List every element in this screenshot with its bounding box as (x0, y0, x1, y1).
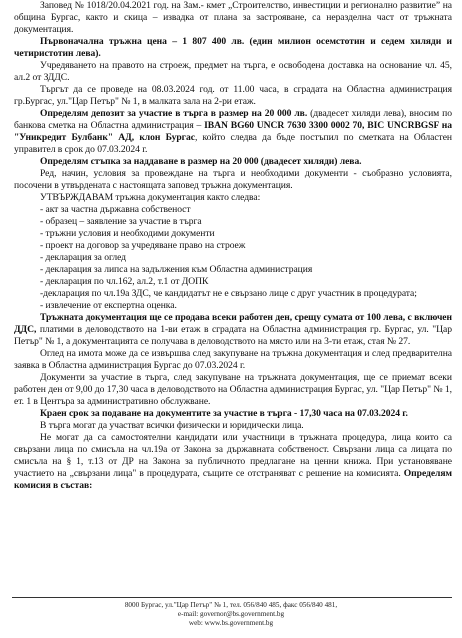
commission-heading: Определям комисия в състав: (14, 468, 452, 491)
paragraph-approve-docs: УТВЪРЖДАВАМ тръжна документация както следва: (40, 192, 261, 203)
list-item: - извлечение от експертна оценка. (40, 300, 177, 311)
list-item: - акт за частна държавна собственост (40, 204, 191, 215)
footer (0, 601, 462, 628)
document-body (14, 0, 452, 492)
initial-price: Първоначална тръжна цена – 1 807 400 лв. (40, 36, 245, 47)
list-item: - декларация за липса на задължения към Областна администрация (40, 264, 313, 275)
paragraph-deadline: Краен срок за подаване на документите за участие в търга - 17,30 часа на 07.03.2024 г. (40, 408, 408, 419)
list-item: - декларация за оглед (40, 252, 127, 263)
paragraph-procedure: Ред, начин, условия за провеждане на търга и необходими документи - съобразно условията, посочени в утвърдената с настоящата заповед тръжна документация. (14, 168, 452, 191)
list-item: - образец – заявление за участие в търга (40, 216, 202, 227)
paragraph-auction-date: Търгът да се проведе на 08.03.2024 год. от 11.00 часа, в сградата на Областна администрация гр.Бургас, ул."Цар Петър" № 1, в малката зала на 2-ри етаж. (14, 84, 452, 107)
footer-web: web: www.bs.government.bg (188, 619, 274, 627)
list-item: - декларация по чл.162, ал.2, т.1 от ДОПК (40, 276, 209, 287)
paragraph-deposit: Определям депозит за участие в търга в размер на 20 000 лв. (двадесет хиляди лева), вносим по банкова сметка на Областна администрация – IBAN BG60 UNCR 7630 3300 0002 70, BIC UNCRBGSF на "Уникредит Булбанк" АД, клон Бургас, който следва да бъде постъпил по сметката на Областен управител в срок до 07.03.2024 г. (14, 108, 453, 155)
paragraph-doc-sale: Тръжната документация ще се продава всеки работен ден, срещу сумата от 100 лева, с включен ДДС, платими в деловодството на 1-ви етаж в сградата на Областна администрация гр. Бургас, ул. "Цар Петър" № 1, а документацията се получава в деловодството на място или на 3-ти етаж, стая № 27. (14, 312, 452, 347)
footer-address: 8000 Бургас, ул."Цар Петър" № 1, тел. 056/840 485, факс 056/840 481, (124, 601, 338, 609)
paragraph-bid-step: Определям стъпка за наддаване в размер на 20 000 (двадесет хиляди) лева. (40, 156, 362, 167)
list-item: -декларация по чл.19а ЗДС, че кандидатът не е свързано лице с друг участник в процедурата; (40, 288, 417, 299)
footer-email: e-mail: governor@bs.government.bg (177, 610, 285, 618)
bank-account: IBAN BG60 UNCR 7630 3300 0002 70, BIC UNCRBGSF на "Уникредит Булбанк" АД, клон Бургас (14, 120, 453, 143)
paragraph-eligibility: В търга могат да участват всички физически и юридически лица. (40, 420, 304, 431)
paragraph-submission: Документи за участие в търга, след закупуване на тръжната документация, ще се приемат всеки работен ден от 9,00 до 17,30 часа в деловодството на Областна администрация Бургас, ул. "Цар Петър" № 1, ет. 1 в Центъра за административно обслужване. (14, 372, 452, 407)
document-list (14, 204, 452, 312)
list-item: - проект на договор за учредяване право на строеж (40, 240, 246, 251)
paragraph-initial-price: Първоначална тръжна цена – 1 807 400 лв. (един милион осемстотин и седем хиляди и четиристотин лева). (14, 36, 452, 59)
deposit-amount: Определям депозит за участие в търга в размер на 20 000 лв. (40, 108, 308, 119)
paragraph-related-persons: Не могат да са самостоятелни кандидати или участници в тръжната процедура, лица които са свързани лица по смисъла на чл.19а от Закона за държавната собственост. Свързани лица са лицата по смисъла на § 1, т.13 от ДР на Закона за публичното предлагане на ценни книжа. При установяване участието на „свързани лица" в процедурата, същите се отстраняват с решение на комисията. Определям комисия в състав: (14, 432, 452, 491)
list-item: - тръжни условия и необходими документи (40, 228, 215, 239)
paragraph-inspection: Оглед на имота може да се извършва след закупуване на тръжна документация и след предварителна заявка в Областна администрация Бургас до 07.03.2024 г. (14, 348, 452, 371)
footer-divider (12, 597, 452, 598)
paragraph-vat-exemption: Учредяването на правото на строеж, предмет на търга, е освободена доставка на основание чл. 45, ал.2 от ЗДДС. (14, 60, 452, 83)
paragraph-order-reference: Заповед № 1018/20.04.2021 год. на Зам.- кмет „Строителство, инвестиции и регионално развитие” на община Бургас, както и скица – извадка от плана за застрояване, са неразделна част от тръжната документация. (14, 0, 452, 35)
